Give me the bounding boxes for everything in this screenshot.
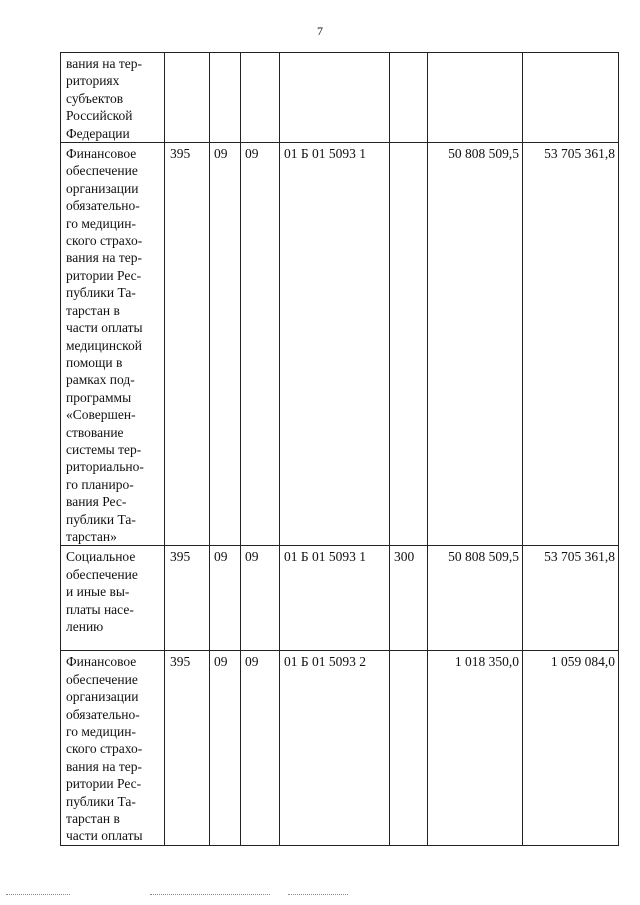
amount-year-2-cell: 1 059 084,0 — [523, 651, 619, 845]
expense-type-cell — [390, 53, 428, 143]
row-name-cell: вания на тер- риториях субъектов Российской Федерации — [61, 53, 165, 143]
subsection-cell: 09 — [241, 143, 280, 546]
expense-type-cell — [390, 143, 428, 546]
amount-year-1-cell — [428, 53, 523, 143]
amount-year-2-cell: 53 705 361,8 — [523, 546, 619, 651]
subsection-cell — [241, 53, 280, 143]
expense-type-cell: 300 — [390, 546, 428, 651]
amount-year-1-cell: 50 808 509,5 — [428, 143, 523, 546]
budget-table — [60, 52, 619, 846]
amount-year-1-cell: 1 018 350,0 — [428, 651, 523, 845]
target-article-cell: 01 Б 01 5093 1 — [280, 143, 390, 546]
table-row — [61, 546, 619, 651]
target-article-cell — [280, 53, 390, 143]
subsection-cell: 09 — [241, 651, 280, 845]
section-cell: 09 — [210, 143, 241, 546]
table-row — [61, 651, 619, 845]
target-article-cell: 01 Б 01 5093 2 — [280, 651, 390, 845]
scan-noise-right — [288, 894, 348, 896]
admin-code-cell: 395 — [165, 143, 210, 546]
expense-type-cell — [390, 651, 428, 845]
target-article-cell: 01 Б 01 5093 1 — [280, 546, 390, 651]
row-name-cell: Финансовое обеспечение организации обязательно- го медицин- ского страхо- вания на тер- ритории Рес- публики Та- тарстан в части оплаты медицинской помощи в рамках под- программы «Совершен- ствование системы тер- риториально- го планиро- вания Рес- публики Та- тарстан» — [61, 143, 165, 546]
amount-year-2-cell — [523, 53, 619, 143]
table-row — [61, 143, 619, 546]
section-cell: 09 — [210, 546, 241, 651]
table-row — [61, 53, 619, 143]
subsection-cell: 09 — [241, 546, 280, 651]
row-name-cell: Финансовое обеспечение организации обязательно- го медицин- ского страхо- вания на тер- ритории Рес- публики Та- тарстан в части оплаты — [61, 651, 165, 845]
scan-noise-left — [6, 894, 70, 896]
admin-code-cell: 395 — [165, 651, 210, 845]
amount-year-1-cell: 50 808 509,5 — [428, 546, 523, 651]
admin-code-cell — [165, 53, 210, 143]
section-cell — [210, 53, 241, 143]
page-number: 7 — [317, 24, 323, 38]
admin-code-cell: 395 — [165, 546, 210, 651]
scan-noise-middle — [150, 894, 270, 896]
section-cell: 09 — [210, 651, 241, 845]
amount-year-2-cell: 53 705 361,8 — [523, 143, 619, 546]
row-name-cell: Социальное обеспечение и иные вы- платы насе- лению — [61, 546, 165, 651]
